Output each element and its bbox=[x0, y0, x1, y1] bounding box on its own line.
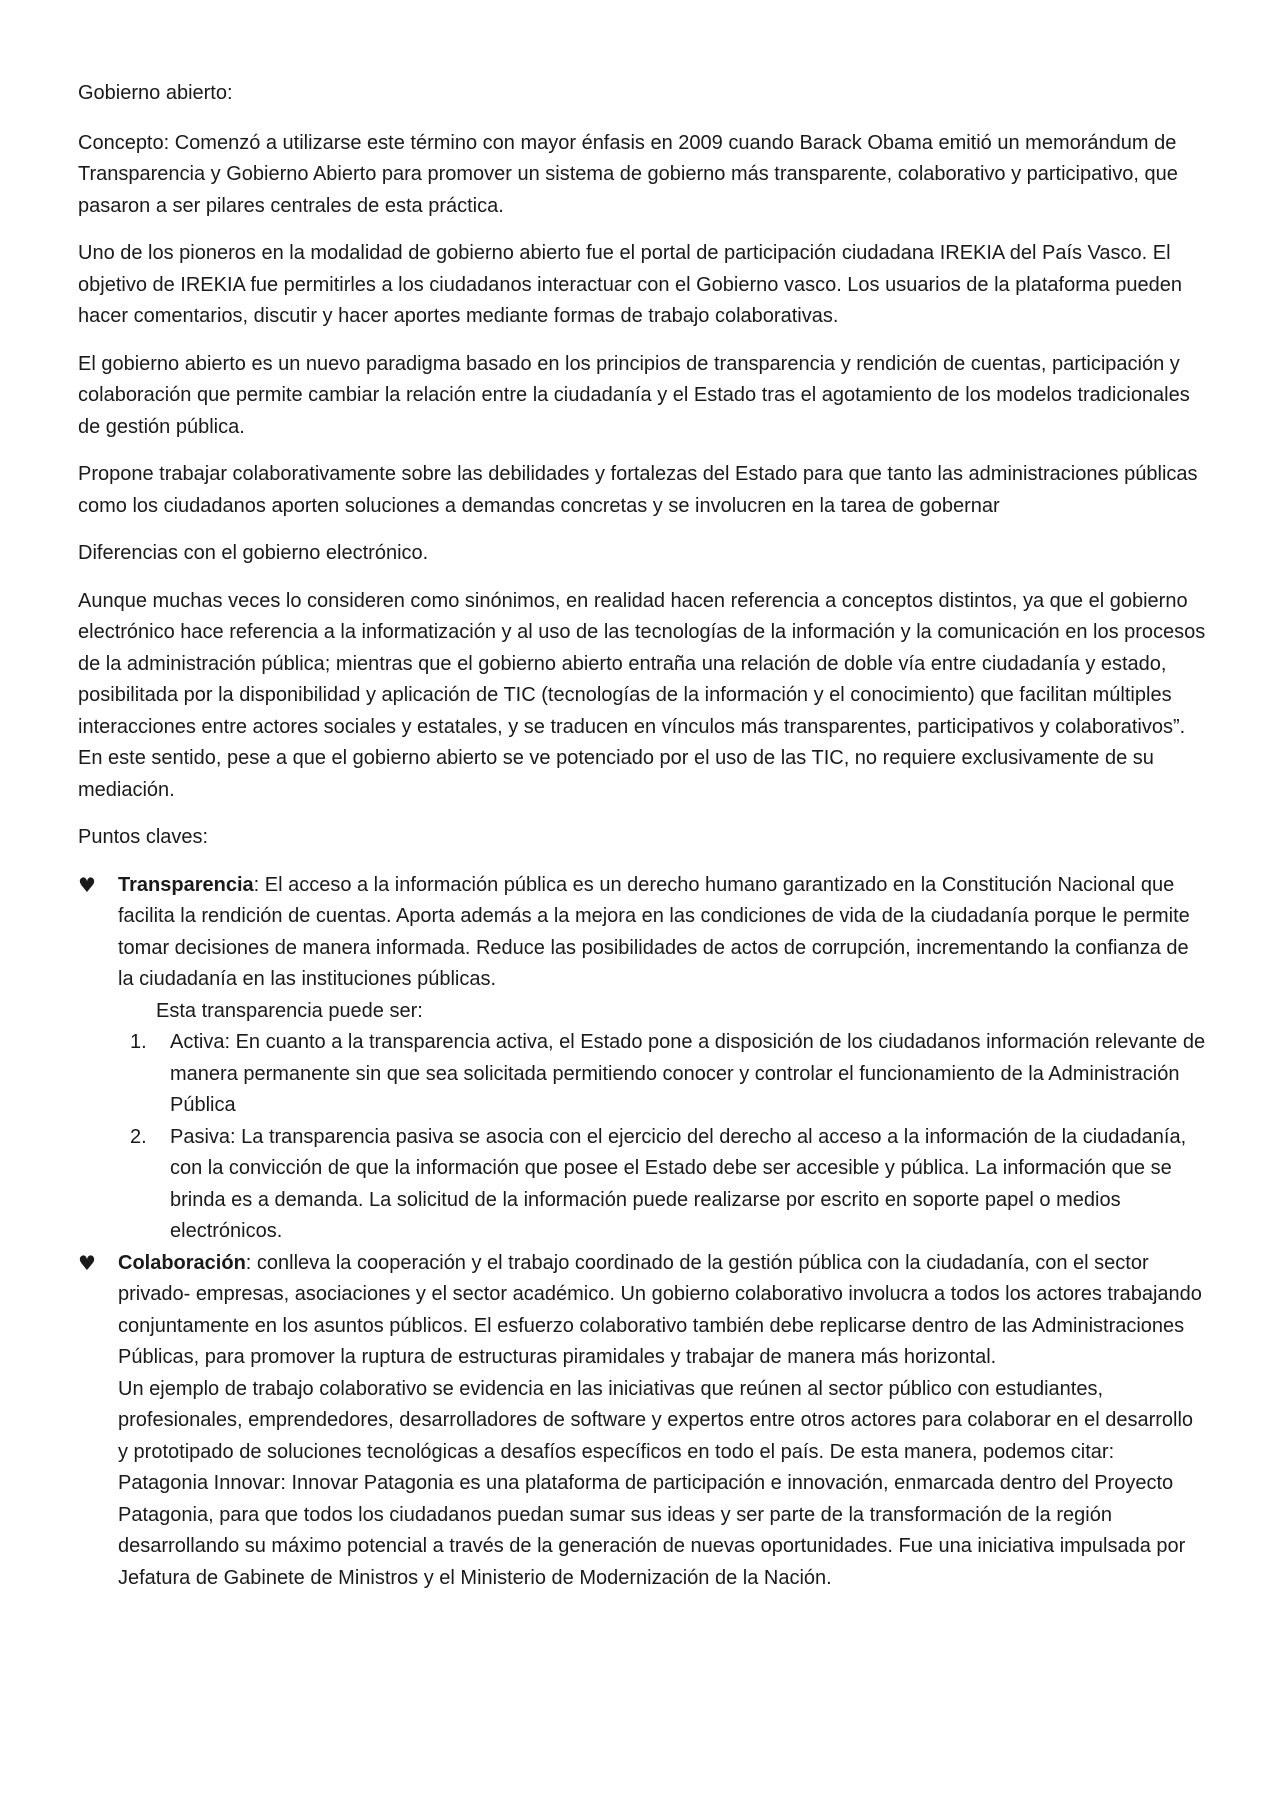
type-activa bbox=[78, 1027, 1208, 1122]
bullet-colaboracion bbox=[78, 1248, 1208, 1595]
paragraph-diferencias: Aunque muchas veces lo consideren como sinónimos, en realidad hacen referencia a conceptos distintos, ya que el gobierno electrónico hace referencia a la informatización y al uso de las tecnologías de la información y la comunicación en los procesos de la administración pública; mientras que el gobierno abierto entraña una relación de doble vía entre ciudadanía y estado, posibilitada por la disponibilidad y aplicación de TIC (tecnologías de la información y el conocimiento) que facilitan múltiples interacciones entre actores sociales y estatales, y se traducen en vínculos más transparentes, participativos y colaborativos”. En este sentido, pese a que el gobierno abierto se ve potenciado por el uso de las TIC, no requiere exclusivamente de su mediación. bbox=[78, 589, 1206, 801]
type-pasiva-text: Pasiva: La transparencia pasiva se asocia con el ejercicio del derecho al acceso a la información de la ciudadanía, con la convicción de que la información que posee el Estado debe ser accesible y pública. La información que se brinda es a demanda. La solicitud de la información puede realizarse por escrito en soporte papel o medios electrónicos. bbox=[170, 1125, 1187, 1242]
type-activa-text: Activa: En cuanto a la transparencia activa, el Estado pone a disposición de los ciudadanos información relevante de manera permanente sin que sea solicitada permitiendo conocer y controlar el funcionamiento de la Administración Pública bbox=[170, 1031, 1206, 1116]
type-pasiva bbox=[78, 1122, 1208, 1248]
key-points-list-continued bbox=[78, 1248, 1208, 1595]
list-number: 2. bbox=[130, 1125, 147, 1148]
patagonia-innovar: Patagonia Innovar: Innovar Patagonia es una plataforma de participación e innovación, enmarcada dentro del Proyecto Patagonia, para que todos los ciudadanos puedan sumar sus ideas y ser parte de la transformación de la región desarrollando su máximo potencial a través de la generación de nuevas oportunidades. Fue una iniciativa impulsada por Jefatura de Gabinete de Ministros y el Ministerio de Modernización de la Nación. bbox=[118, 1472, 1186, 1589]
transparencia-types-list bbox=[78, 1027, 1208, 1248]
heading-diferencias: Diferencias con el gobierno electrónico. bbox=[78, 542, 429, 564]
list-number: 1. bbox=[130, 1031, 147, 1053]
paragraph-paradigma: El gobierno abierto es un nuevo paradigma basado en los principios de transparencia y rendición de cuentas, participación y colaboración que permite cambiar la relación entre la ciudadanía y el Estado tras el agotamiento de los modelos tradicionales de gestión pública. bbox=[78, 352, 1190, 438]
heart-bullet-icon: ♥ bbox=[78, 872, 96, 897]
term-colaboracion: Colaboración bbox=[118, 1251, 246, 1274]
key-points-list bbox=[78, 870, 1208, 1028]
term-transparencia: Transparencia bbox=[118, 873, 254, 896]
paragraph-concepto: Concepto: Comenzó a utilizarse este término con mayor énfasis en 2009 cuando Barack Obama emitió un memorándum de Transparencia y Gobierno Abierto para promover un sistema de gobierno más transparente, colaborativo y participativo, que pasaron a ser pilares centrales de esta práctica. bbox=[78, 131, 1178, 217]
document-title: Gobierno abierto: bbox=[78, 82, 233, 104]
heart-bullet-icon: ♥ bbox=[78, 1250, 96, 1275]
paragraph-irekia: Uno de los pioneros en la modalidad de gobierno abierto fue el portal de participación ciudadana IREKIA del País Vasco. El objetivo de IREKIA fue permitirles a los ciudadanos interactuar con el Gobierno vasco. Los usuarios de la plataforma pueden hacer comentarios, discutir y hacer aportes mediante formas de trabajo colaborativas. bbox=[78, 242, 1182, 327]
bullet-transparencia bbox=[78, 870, 1208, 1028]
text-colaboracion: : conlleva la cooperación y el trabajo coordinado de la gestión pública con la ciudadanía, con el sector privado- empresas, asociaciones y el sector académico. Un gobierno colaborativo involucra a todos los actores trabajando conjuntamente en los asuntos públicos. El esfuerzo colaborativo también debe replicarse dentro de las Administraciones Públicas, para promover la ruptura de estructuras piramidales y trabajar de manera más horizontal. bbox=[118, 1251, 1202, 1368]
colaboracion-example: Un ejemplo de trabajo colaborativo se evidencia en las iniciativas que reúnen al sector público con estudiantes, profesionales, emprendedores, desarrolladores de software y expertos entre otros actores para colaborar en el desarrollo y prototipado de soluciones tecnológicas a desafíos específicos en todo el país. De esta manera, podemos citar: bbox=[118, 1377, 1194, 1463]
heading-puntos-claves: Puntos claves: bbox=[78, 826, 209, 848]
text-transparencia: : El acceso a la información pública es un derecho humano garantizado en la Constitución Nacional que facilita la rendición de cuentas. Aporta además a la mejora en las condiciones de vida de la ciudadanía porque le permite tomar decisiones de manera informada. Reduce las posibilidades de actos de corrupción, incrementando la confianza de la ciudadanía en las instituciones públicas. bbox=[118, 873, 1190, 990]
transparencia-sub-intro: Esta transparencia puede ser: bbox=[156, 999, 423, 1022]
paragraph-propone: Propone trabajar colaborativamente sobre las debilidades y fortalezas del Estado para que tanto las administraciones públicas como los ciudadanos aporten soluciones a demandas concretas y se involucren en la tarea de gobernar bbox=[78, 463, 1198, 517]
